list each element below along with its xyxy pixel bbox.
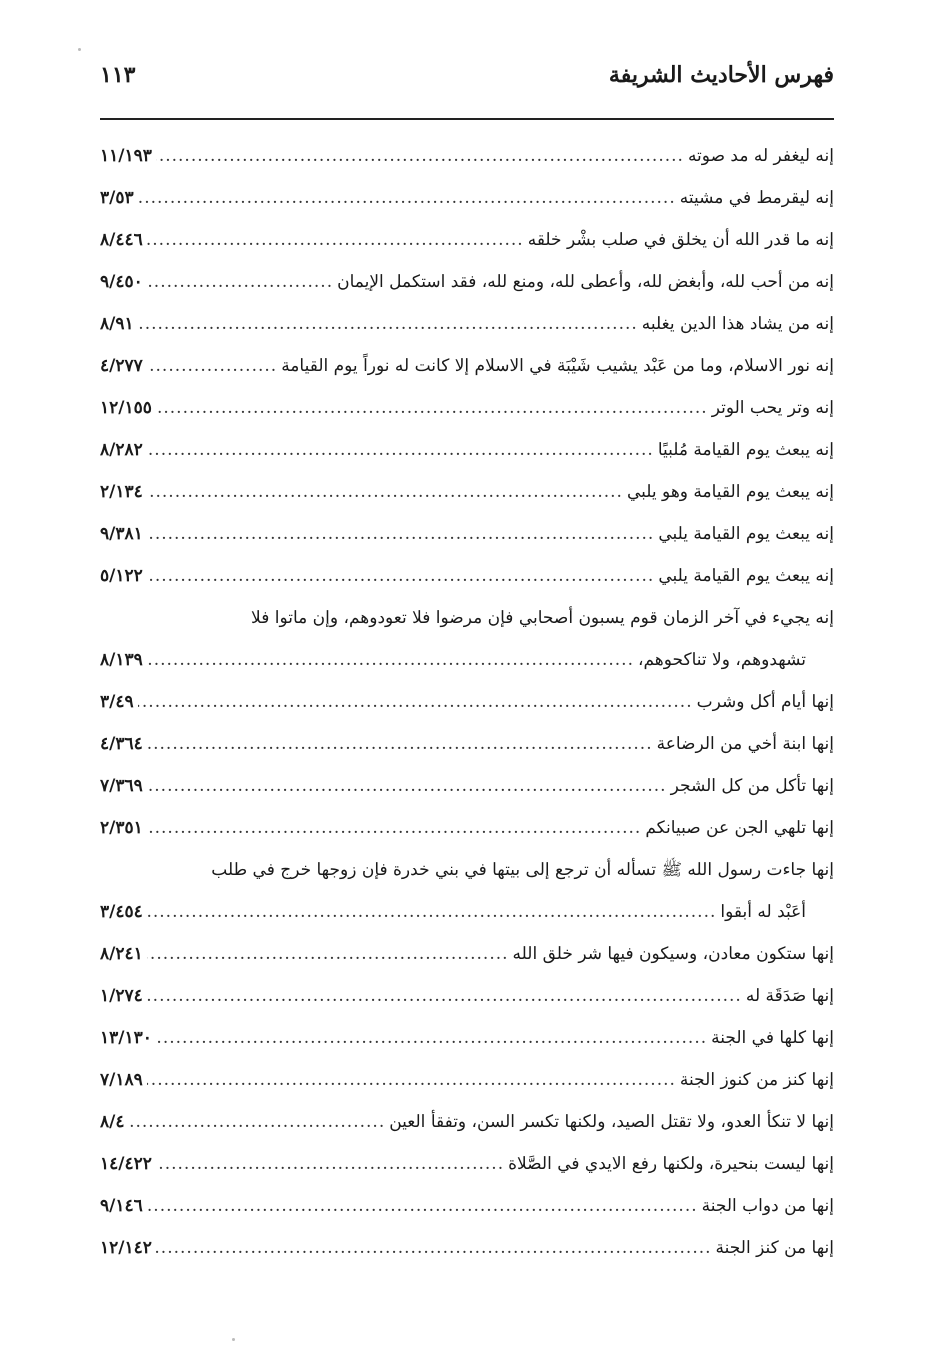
leader-dots [147, 809, 642, 847]
index-entry [100, 725, 834, 767]
entry-text: إنها تأكل من كل الشجر [670, 776, 834, 796]
entry-text: إنها من كنز الجنة [715, 1238, 834, 1258]
leader-dots [156, 1229, 712, 1267]
index-entry [100, 1103, 834, 1145]
entry-text: إنها تلهي الجن عن صبيانكم [645, 818, 834, 838]
leader-dots [147, 263, 333, 301]
leader-dots [156, 1019, 707, 1057]
index-entry [100, 683, 834, 725]
entry-text: إنها ستكون معادن، وسيكون فيها شر خلق الله [512, 944, 834, 964]
index-entry [100, 305, 834, 347]
entry-reference: ٣/٤٩ [100, 692, 134, 712]
entry-reference: ٩/٤٥٠ [100, 272, 143, 292]
entry-reference: ٨/٢٤١ [100, 944, 143, 964]
entry-text-continuation: تشهدوهم، ولا تناكحوهم، [638, 650, 806, 670]
leader-dots [147, 767, 667, 805]
entry-text: إنه يبعث يوم القيامة يلبي [658, 566, 834, 586]
entry-reference: ١٢/١٥٥ [100, 398, 152, 418]
leader-dots [156, 1145, 504, 1183]
index-entry [100, 179, 834, 221]
entry-text: إنه نور الاسلام، وما من عَبْد يشيب شَيْبَة في الاسلام إلا كانت له نوراً يوم القيامة [281, 356, 834, 376]
index-entry [100, 977, 834, 1019]
entry-reference: ٨/٢٨٢ [100, 440, 143, 460]
leader-dots [147, 221, 524, 259]
entry-reference: ١٣/١٣٠ [100, 1028, 152, 1048]
entry-reference: ١٤/٤٢٢ [100, 1154, 152, 1174]
leader-dots [128, 1103, 385, 1141]
entry-text: إنه يبعث يوم القيامة مُلبيًا [657, 440, 834, 460]
entry-reference: ٧/٣٦٩ [100, 776, 143, 796]
paper-speck [232, 1338, 235, 1341]
entry-reference: ٨/٤٤٦ [100, 230, 143, 250]
index-entry [100, 347, 834, 389]
leader-dots [147, 641, 634, 679]
entry-reference: ٢/٣٥١ [100, 818, 143, 838]
entry-reference: ٥/١٢٢ [100, 566, 143, 586]
index-entry [100, 137, 834, 179]
entry-text: إنه ما قدر الله أن يخلق في صلب بشْر خلقه [527, 230, 834, 250]
leader-dots [147, 473, 623, 511]
entry-text: إنه ليغفر له مد صوته [687, 146, 834, 166]
entry-text: إنها كنز من كنوز الجنة [679, 1070, 834, 1090]
leader-dots [147, 893, 717, 931]
leader-dots [138, 683, 693, 721]
entry-reference: ٨/٩١ [100, 314, 134, 334]
entry-reference: ٣/٥٣ [100, 188, 134, 208]
index-entry [100, 767, 834, 809]
hadith-index-list [100, 137, 834, 1271]
entry-text: إنها ابنة أخي من الرضاعة [656, 734, 834, 754]
entry-reference: ١١/١٩٣ [100, 146, 152, 166]
entry-reference: ٣/٤٥٤ [100, 902, 143, 922]
entry-reference: ١٢/١٤٢ [100, 1238, 152, 1258]
entry-reference: ٤/٢٧٧ [100, 356, 143, 376]
leader-dots [147, 977, 742, 1015]
leader-dots [138, 305, 638, 343]
leader-dots [147, 1187, 698, 1225]
entry-reference: ٤/٣٦٤ [100, 734, 143, 754]
leader-dots [147, 431, 654, 469]
entry-text: إنها جاءت رسول الله ﷺ تسأله أن ترجع إلى بيتها في بني خدرة فإن زوجها خرج في طلب [211, 860, 834, 880]
entry-text: إنه ليقرمط في مشيته [679, 188, 834, 208]
entry-text: إنه من أحب لله، وأبغض لله، وأعطى لله، ومنع لله، فقد استكمل الإيمان [337, 272, 834, 292]
index-entry [100, 221, 834, 263]
entry-text: إنه يجيء في آخر الزمان قوم يسبون أصحابي فإن مرضوا فلا تعودوهم، وإن ماتوا فلا [251, 608, 834, 628]
index-entry [100, 557, 834, 599]
index-entry [100, 263, 834, 305]
entry-reference: ٩/١٤٦ [100, 1196, 143, 1216]
entry-reference: ١/٢٧٤ [100, 986, 143, 1006]
entry-text: إنها أيام أكل وشرب [696, 692, 834, 712]
page-header [100, 58, 834, 102]
leader-dots [156, 389, 708, 427]
entry-reference: ٩/٣٨١ [100, 524, 143, 544]
entry-text: إنه يبعث يوم القيامة وهو يلبي [626, 482, 834, 502]
index-entry [100, 1187, 834, 1229]
entry-reference: ٢/١٣٤ [100, 482, 143, 502]
leader-dots [147, 347, 277, 385]
leader-dots [147, 725, 653, 763]
index-entry [100, 809, 834, 851]
entry-text: إنه يبعث يوم القيامة يلبي [658, 524, 834, 544]
entry-text: إنها ليست بنحيرة، ولكنها رفع الايدي في الصَّلاة [508, 1154, 834, 1174]
entry-text-continuation: أعَبْد له أبقوا [720, 902, 806, 922]
leader-dots [147, 1061, 676, 1099]
entry-text: إنها صَدَقَة له [745, 986, 834, 1006]
entry-text: إنه وتر يحب الوتر [711, 398, 834, 418]
leader-dots [147, 935, 509, 973]
entry-text: إنها لا تنكأ العدو، ولا تقتل الصيد، ولكنها تكسر السن، وتفقأ العين [389, 1112, 834, 1132]
leader-dots [147, 557, 655, 595]
entry-reference: ٨/٤ [100, 1112, 125, 1132]
leader-dots [147, 515, 655, 553]
leader-dots [156, 137, 684, 175]
index-entry [100, 1061, 834, 1103]
entry-text: إنها كلها في الجنة [711, 1028, 834, 1048]
header-rule [100, 118, 834, 120]
index-entry [100, 431, 834, 473]
entry-reference: ٧/١٨٩ [100, 1070, 143, 1090]
index-entry [100, 1019, 834, 1061]
page-title: فهرس الأحاديث الشريفة [608, 62, 834, 88]
index-entry [100, 389, 834, 431]
leader-dots [138, 179, 676, 217]
index-entry [100, 851, 834, 935]
entry-text: إنها من دواب الجنة [701, 1196, 834, 1216]
index-entry [100, 599, 834, 683]
index-entry [100, 515, 834, 557]
index-entry [100, 473, 834, 515]
page-number: ١١٣ [100, 62, 136, 88]
index-entry [100, 1145, 834, 1187]
entry-text: إنه من يشاد هذا الدين يغلبه [641, 314, 834, 334]
paper-speck [78, 48, 81, 51]
index-entry [100, 1229, 834, 1271]
entry-reference: ٨/١٣٩ [100, 650, 143, 670]
index-entry [100, 935, 834, 977]
